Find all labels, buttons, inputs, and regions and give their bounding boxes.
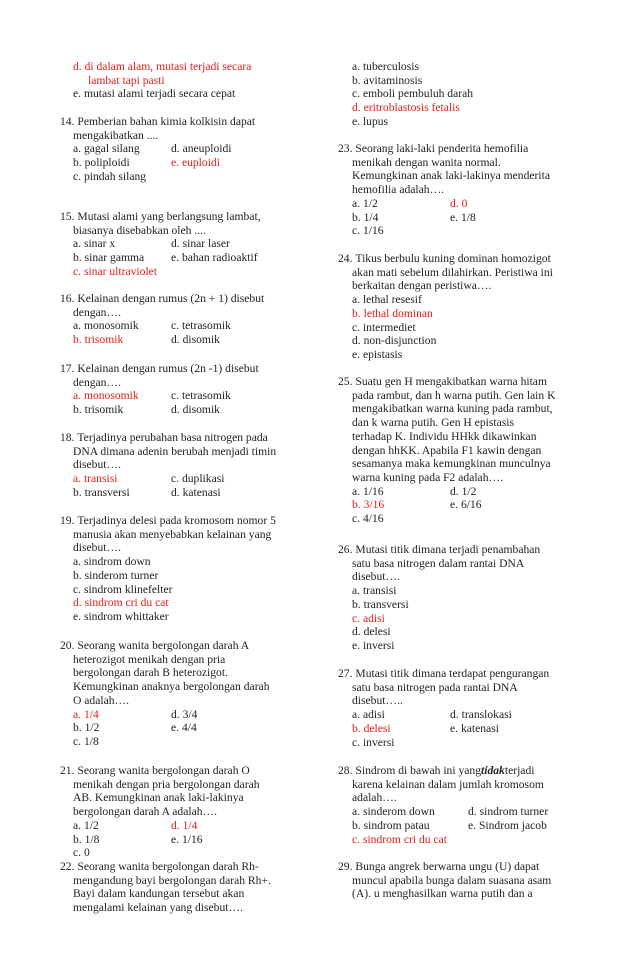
question-stem: Pemberian bahan kimia kolkisin dapat <box>77 115 256 128</box>
question-stem: O adalah…. <box>73 693 130 707</box>
option-b: b. poliploidi <box>73 156 130 170</box>
option-c: c. 4/16 <box>352 512 384 526</box>
option-d: d. katenasi <box>171 485 221 499</box>
option-e: e. sindrom whittaker <box>73 609 169 623</box>
question-number: 19. <box>60 514 75 527</box>
question-number: 21. <box>60 764 75 777</box>
option-a: a. sindrom down <box>73 555 151 569</box>
question-stem: terhadap K. Individu HHkk dikawinkan <box>352 429 537 443</box>
option-c: c. tetrasomik <box>171 319 231 333</box>
question-number: 26. <box>338 543 353 556</box>
question-22-options <box>338 60 600 129</box>
option-a: a. transisi <box>352 584 397 598</box>
option-a: a. sinar x <box>73 237 116 251</box>
question-stem: Mutasi titik dimana terjadi penambahan <box>355 543 541 556</box>
option-b: b. sinar gamma <box>73 251 145 265</box>
option-c: c. duplikasi <box>171 472 225 486</box>
question-23 <box>338 142 600 238</box>
question-17 <box>60 362 322 417</box>
q13-tail <box>60 60 322 101</box>
option-b: b. trisomik <box>73 333 124 347</box>
option-a: a. lethal resesif <box>352 293 422 307</box>
question-stem: Seorang laki-laki penderita hemofilia <box>355 142 529 155</box>
question-stem: dengan hhKK. Apabila F1 kawin dengan <box>352 443 542 457</box>
option-b: b. 3/16 <box>352 498 385 512</box>
option-b: b. 1/8 <box>73 832 100 846</box>
option-d: d. eritroblastosis fetalis <box>352 101 460 115</box>
question-stem: Terjadinya perubahan basa nitrogen pada <box>77 431 268 444</box>
question-stem: pada rambut, dan h warna putih. Gen lain K <box>352 388 556 402</box>
question-stem: Mutasi alami yang berlangsung lambat, <box>77 210 261 223</box>
option-e: e. lupus <box>352 114 389 128</box>
option-b: b. transversi <box>73 485 130 499</box>
question-stem: bergolongan darah A adalah…. <box>73 805 218 819</box>
option-d: d. delesi <box>352 625 391 639</box>
question-number: 24. <box>338 252 353 265</box>
question-20 <box>60 639 322 749</box>
question-number: 25. <box>338 375 353 388</box>
question-15 <box>60 210 322 279</box>
question-stem: disebut….. <box>352 694 403 708</box>
question-stem: terjadi <box>504 764 535 777</box>
question-28 <box>338 764 600 846</box>
question-25 <box>338 375 600 526</box>
option-d-cont: lambat tapi pasti <box>88 73 165 87</box>
question-stem: warna kuning pada F2 adalah…. <box>352 470 503 484</box>
option-d: d. aneuploidi <box>171 142 232 156</box>
option-a: a. transisi <box>73 472 118 486</box>
question-number: 23. <box>338 142 353 155</box>
question-24 <box>338 252 600 362</box>
question-stem: Kelainan dengan rumus (2n -1) disebut <box>77 362 259 375</box>
question-number: 17. <box>60 362 75 375</box>
option-b: b. avitaminosis <box>352 73 423 87</box>
question-stem: sesamanya maka kemungkinan munculnya <box>352 457 551 471</box>
question-29 <box>338 860 600 901</box>
question-stem: satu basa nitrogen pada rantai DNA <box>352 680 518 694</box>
option-a: a. monosomik <box>73 389 139 403</box>
option-a: a. 1/2 <box>352 196 378 210</box>
option-c: c. 1/16 <box>352 224 384 238</box>
question-number: 15. <box>60 210 75 223</box>
question-stem: Mutasi titik dimana terdapat pengurangan <box>355 667 550 680</box>
question-stem: Kemungkinan anak laki-lakinya menderita <box>352 169 550 183</box>
option-e: e. Sindrom jacob <box>468 818 547 832</box>
option-a: a. monosomik <box>73 319 139 333</box>
option-b: b. 1/2 <box>73 721 100 735</box>
option-e: e. 6/16 <box>450 498 482 512</box>
option-d: d. disomik <box>171 403 220 417</box>
question-27 <box>338 667 600 749</box>
option-a: a. 1/2 <box>73 818 99 832</box>
option-d: d. disomik <box>171 333 220 347</box>
question-stem: mengalami kelainan yang disebut…. <box>73 901 243 915</box>
option-e: e. inversi <box>352 638 395 652</box>
question-16 <box>60 292 322 347</box>
question-stem: disebut…. <box>73 541 121 555</box>
question-stem: disebut…. <box>73 458 121 472</box>
option-b: b. sindrom patau <box>352 818 430 832</box>
question-number: 20. <box>60 639 75 652</box>
question-stem: Bayi dalam kandungan tersebut akan <box>73 887 245 901</box>
question-21 <box>60 764 322 860</box>
question-stem: manusia akan menyebabkan kelainan yang <box>73 527 272 541</box>
question-stem: satu basa nitrogen dalam rantai DNA <box>352 556 525 570</box>
question-stem: Tikus berbulu kuning dominan homozigot <box>355 252 551 265</box>
option-a: a. 1/4 <box>73 707 99 721</box>
option-e: e. katenasi <box>450 721 499 735</box>
option-d: d. sindrom turner <box>468 805 549 819</box>
question-stem: muncul apabila bunga dalam suasana asam <box>352 873 552 887</box>
question-stem: Kemungkinan anaknya bergolongan darah <box>73 680 270 694</box>
question-number: 14. <box>60 115 75 128</box>
option-a: a. 1/16 <box>352 484 384 498</box>
option-b: b. lethal dominan <box>352 306 433 320</box>
question-stem: bergolongan darah B heterozigot. <box>73 666 228 680</box>
question-26 <box>338 543 600 653</box>
question-stem: mengakibatkan .... <box>73 128 159 142</box>
option-a: a. adisi <box>352 708 385 722</box>
question-number: 29. <box>338 860 353 873</box>
option-e: e. bahan radioaktif <box>171 251 258 265</box>
option-c: c. sindrom cri du cat <box>352 832 447 846</box>
option-d: d. 1/2 <box>450 484 477 498</box>
option-d: d. 0 <box>450 196 468 210</box>
question-stem: dan k warna putih. Gen H epistasis <box>352 416 514 430</box>
option-e: e. mutasi alami terjadi secara cepat <box>73 87 236 101</box>
option-c: c. emboli pembuluh darah <box>352 87 474 101</box>
question-stem: Terjadinya delesi pada kromosom nomor 5 <box>77 514 276 527</box>
option-c: c. sinar ultraviolet <box>73 264 158 278</box>
question-number: 28. <box>338 764 353 777</box>
question-stem: menikah dengan pria bergolongan darah <box>73 777 260 791</box>
question-stem: Kelainan dengan rumus (2n + 1) disebut <box>77 292 265 305</box>
question-number: 27. <box>338 667 353 680</box>
question-stem: (A). u menghasilkan warna putih dan a <box>352 887 533 901</box>
option-c: c. sindrom klinefelter <box>73 582 173 596</box>
question-stem: menikah dengan wanita normal. <box>352 155 501 169</box>
question-number: 16. <box>60 292 75 305</box>
question-stem: dengan…. <box>73 305 121 319</box>
option-e: e. 4/4 <box>171 721 197 735</box>
option-c: c. 1/8 <box>73 734 99 748</box>
question-number: 18. <box>60 431 75 444</box>
option-d: d. non-disjunction <box>352 334 437 348</box>
question-stem: mengakibatkan warna kuning pada rambut, <box>352 402 553 416</box>
question-stem: Seorang wanita bergolongan darah O <box>77 764 250 777</box>
option-b: b. sinderom turner <box>73 568 159 582</box>
option-c: c. tetrasomik <box>171 389 231 403</box>
option-a: a. gagal silang <box>73 142 140 156</box>
option-c: c. adisi <box>352 611 385 625</box>
option-b: b. delesi <box>352 721 391 735</box>
option-b: b. transversi <box>352 597 409 611</box>
question-22 <box>60 860 322 915</box>
question-stem: akan mati sebelum dilahirkan. Peristiwa ini <box>352 265 553 279</box>
question-stem: Bunga angrek berwarna ungu (U) dapat <box>355 860 540 873</box>
option-d: d. 1/4 <box>171 818 198 832</box>
question-stem-emphasis: tidak <box>481 764 505 777</box>
question-stem: disebut…. <box>352 570 400 584</box>
question-stem: biasanya disebabkan oleh .... <box>73 223 206 237</box>
option-e: e. 1/8 <box>450 210 476 224</box>
option-c: c. 0 <box>73 846 90 860</box>
question-stem: Seorang wanita bergolongan darah Rh- <box>77 860 259 873</box>
option-d: d. translokasi <box>450 708 512 722</box>
question-stem: Sindrom di bawah ini yang <box>355 764 481 777</box>
question-stem: hemofilia adalah…. <box>352 183 445 197</box>
question-stem: DNA dimana adenin berubah menjadi timin <box>73 444 277 458</box>
question-stem: Seorang wanita bergolongan darah A <box>77 639 250 652</box>
question-stem: Suatu gen H mengakibatkan warna hitam <box>355 375 547 388</box>
question-14 <box>60 115 322 184</box>
question-stem: dengan…. <box>73 375 121 389</box>
question-stem: mengandung bayi bergolongan darah Rh+. <box>73 873 271 887</box>
question-stem: AB. Kemungkinan anak laki-lakinya <box>73 791 244 805</box>
question-18 <box>60 431 322 500</box>
question-19 <box>60 514 322 624</box>
option-e: e. epistasis <box>352 347 403 361</box>
question-stem: karena kelainan dalam jumlah kromosom <box>352 777 544 791</box>
question-number: 22. <box>60 860 75 873</box>
option-b: b. trisomik <box>73 403 124 417</box>
question-stem: adalah…. <box>352 791 397 805</box>
option-c: c. inversi <box>352 735 395 749</box>
question-stem: heterozigot menikah dengan pria <box>73 652 226 666</box>
option-d: d. sinar laser <box>171 237 230 251</box>
option-e: e. euploidi <box>171 156 220 170</box>
option-d: d. di dalam alam, mutasi terjadi secara <box>73 60 252 73</box>
option-b: b. 1/4 <box>352 210 379 224</box>
option-d: d. 3/4 <box>171 707 198 721</box>
question-stem: berkaitan dengan peristiwa…. <box>352 279 492 293</box>
option-c: c. pindah silang <box>73 169 147 183</box>
option-c: c. intermediet <box>352 320 416 334</box>
option-a: a. sinderom down <box>352 805 435 819</box>
option-e: e. 1/16 <box>171 832 203 846</box>
option-a: a. tuberculosis <box>352 60 419 73</box>
option-d: d. sindrom cri du cat <box>73 596 169 610</box>
